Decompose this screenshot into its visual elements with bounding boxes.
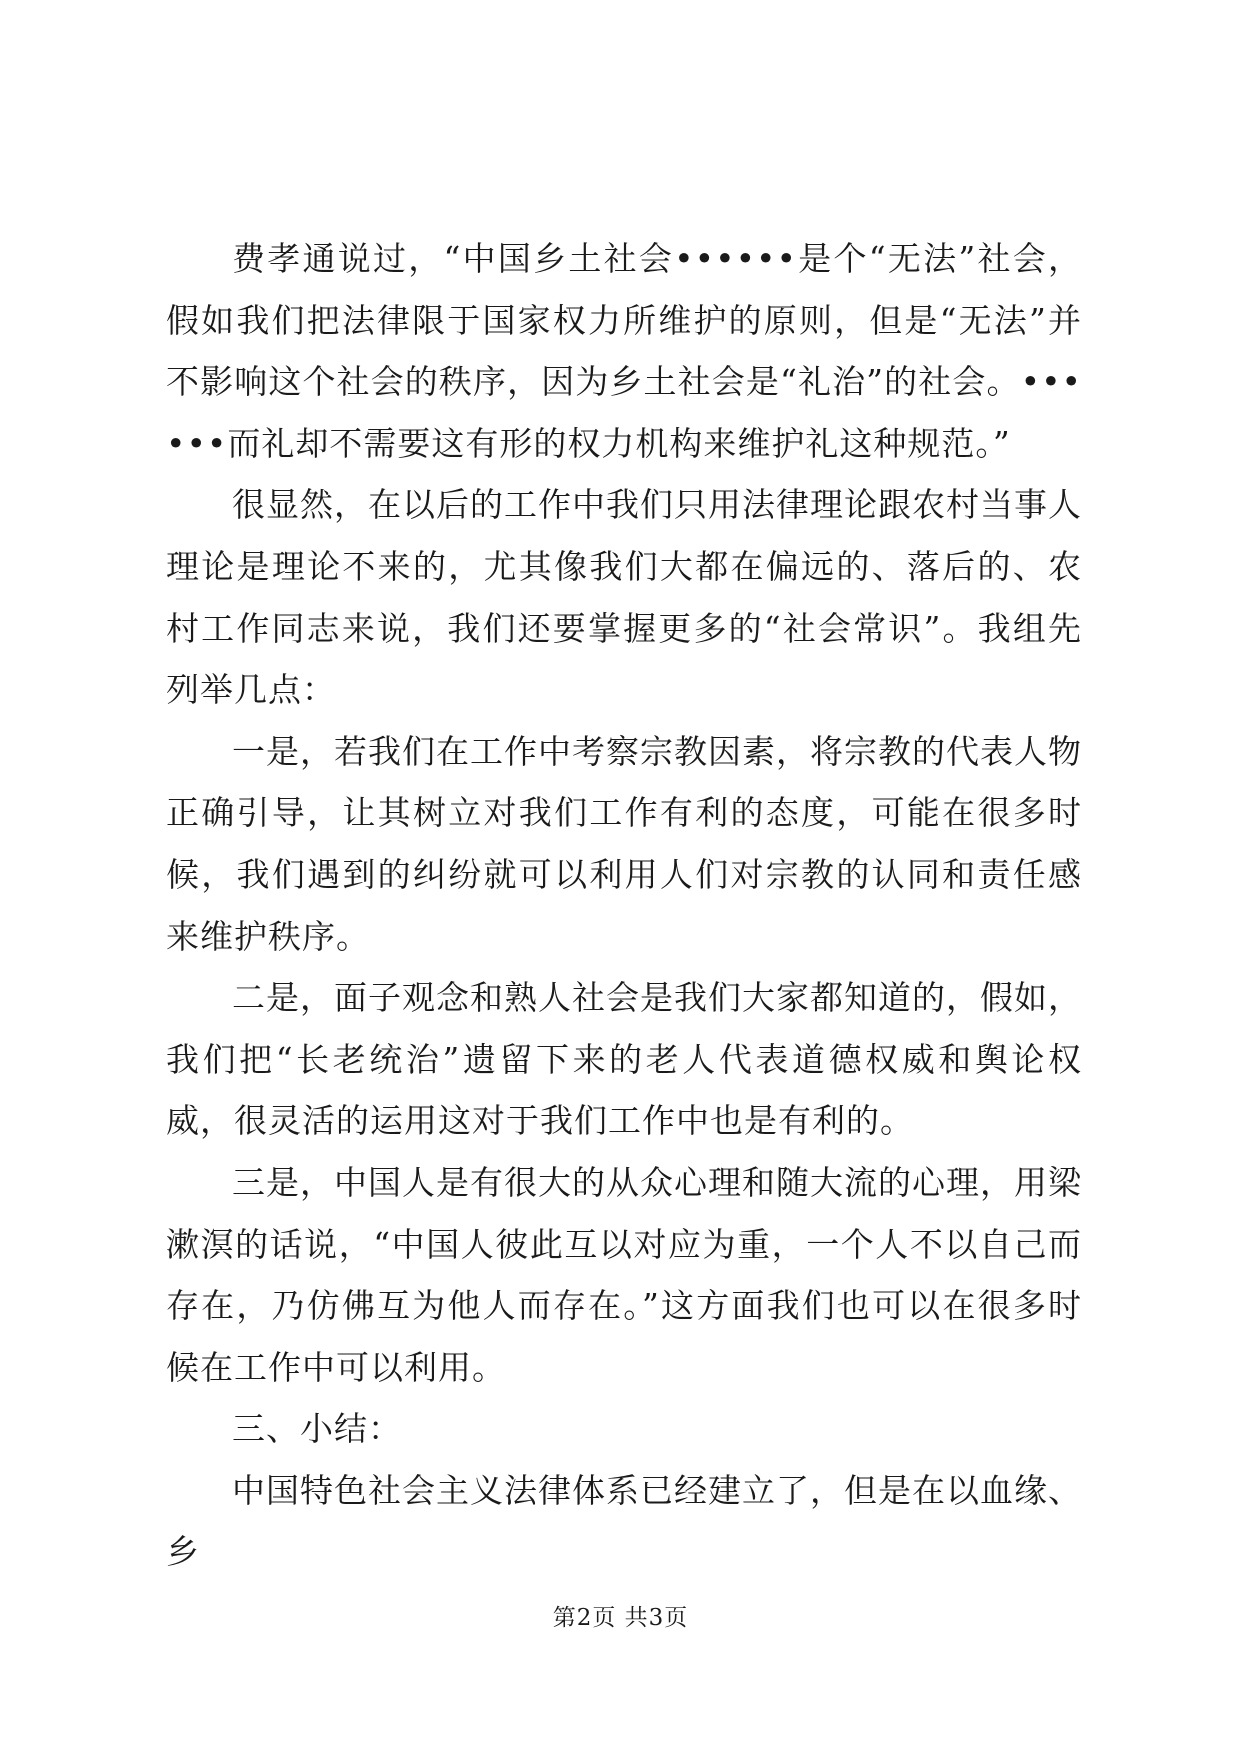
document-body (166, 228, 1082, 1583)
paragraph-point-three: 三是，中国人是有很大的从众心理和随大流的心理，用梁漱溟的话说，“中国人彼此互以对应为重，一个人不以自己而存在，乃仿佛互为他人而存在。”这方面我们也可以在很多时候在工作中可以利用。 (166, 1162, 1082, 1387)
page-footer: 第2页 共3页 (552, 1605, 689, 1631)
paragraph-summary-start: 中国特色社会主义法律体系已经建立了，但是在以血缘、乡 (166, 1470, 1082, 1572)
paragraph-point-one: 一是，若我们在工作中考察宗教因素，将宗教的代表人物正确引导，让其树立对我们工作有利的态度，可能在很多时候，我们遇到的纠纷就可以利用人们对宗教的认同和责任感来维护秩序。 (166, 731, 1082, 956)
paragraph-point-two: 二是，面子观念和熟人社会是我们大家都知道的，假如，我们把“长老统治”遗留下来的老人代表道德权威和舆论权威，很灵活的运用这对于我们工作中也是有利的。 (166, 978, 1082, 1141)
paragraph-fei-xiaotong-quote: 费孝通说过，“中国乡土社会••••••是个“无法”社会，假如我们把法律限于国家权力所维护的原则，但是“无法”并不影响这个社会的秩序，因为乡土社会是“礼治”的社会。••••••而礼却不需要这有形的权力机构来维护礼这种规范。” (166, 239, 1082, 463)
paragraph-social-knowledge: 很显然，在以后的工作中我们只用法律理论跟农村当事人理论是理论不来的，尤其像我们大都在偏远的、落后的、农村工作同志来说，我们还要掌握更多的“社会常识”。我组先列举几点： (166, 485, 1082, 710)
section-heading-summary: 三、小结： (232, 1409, 402, 1449)
